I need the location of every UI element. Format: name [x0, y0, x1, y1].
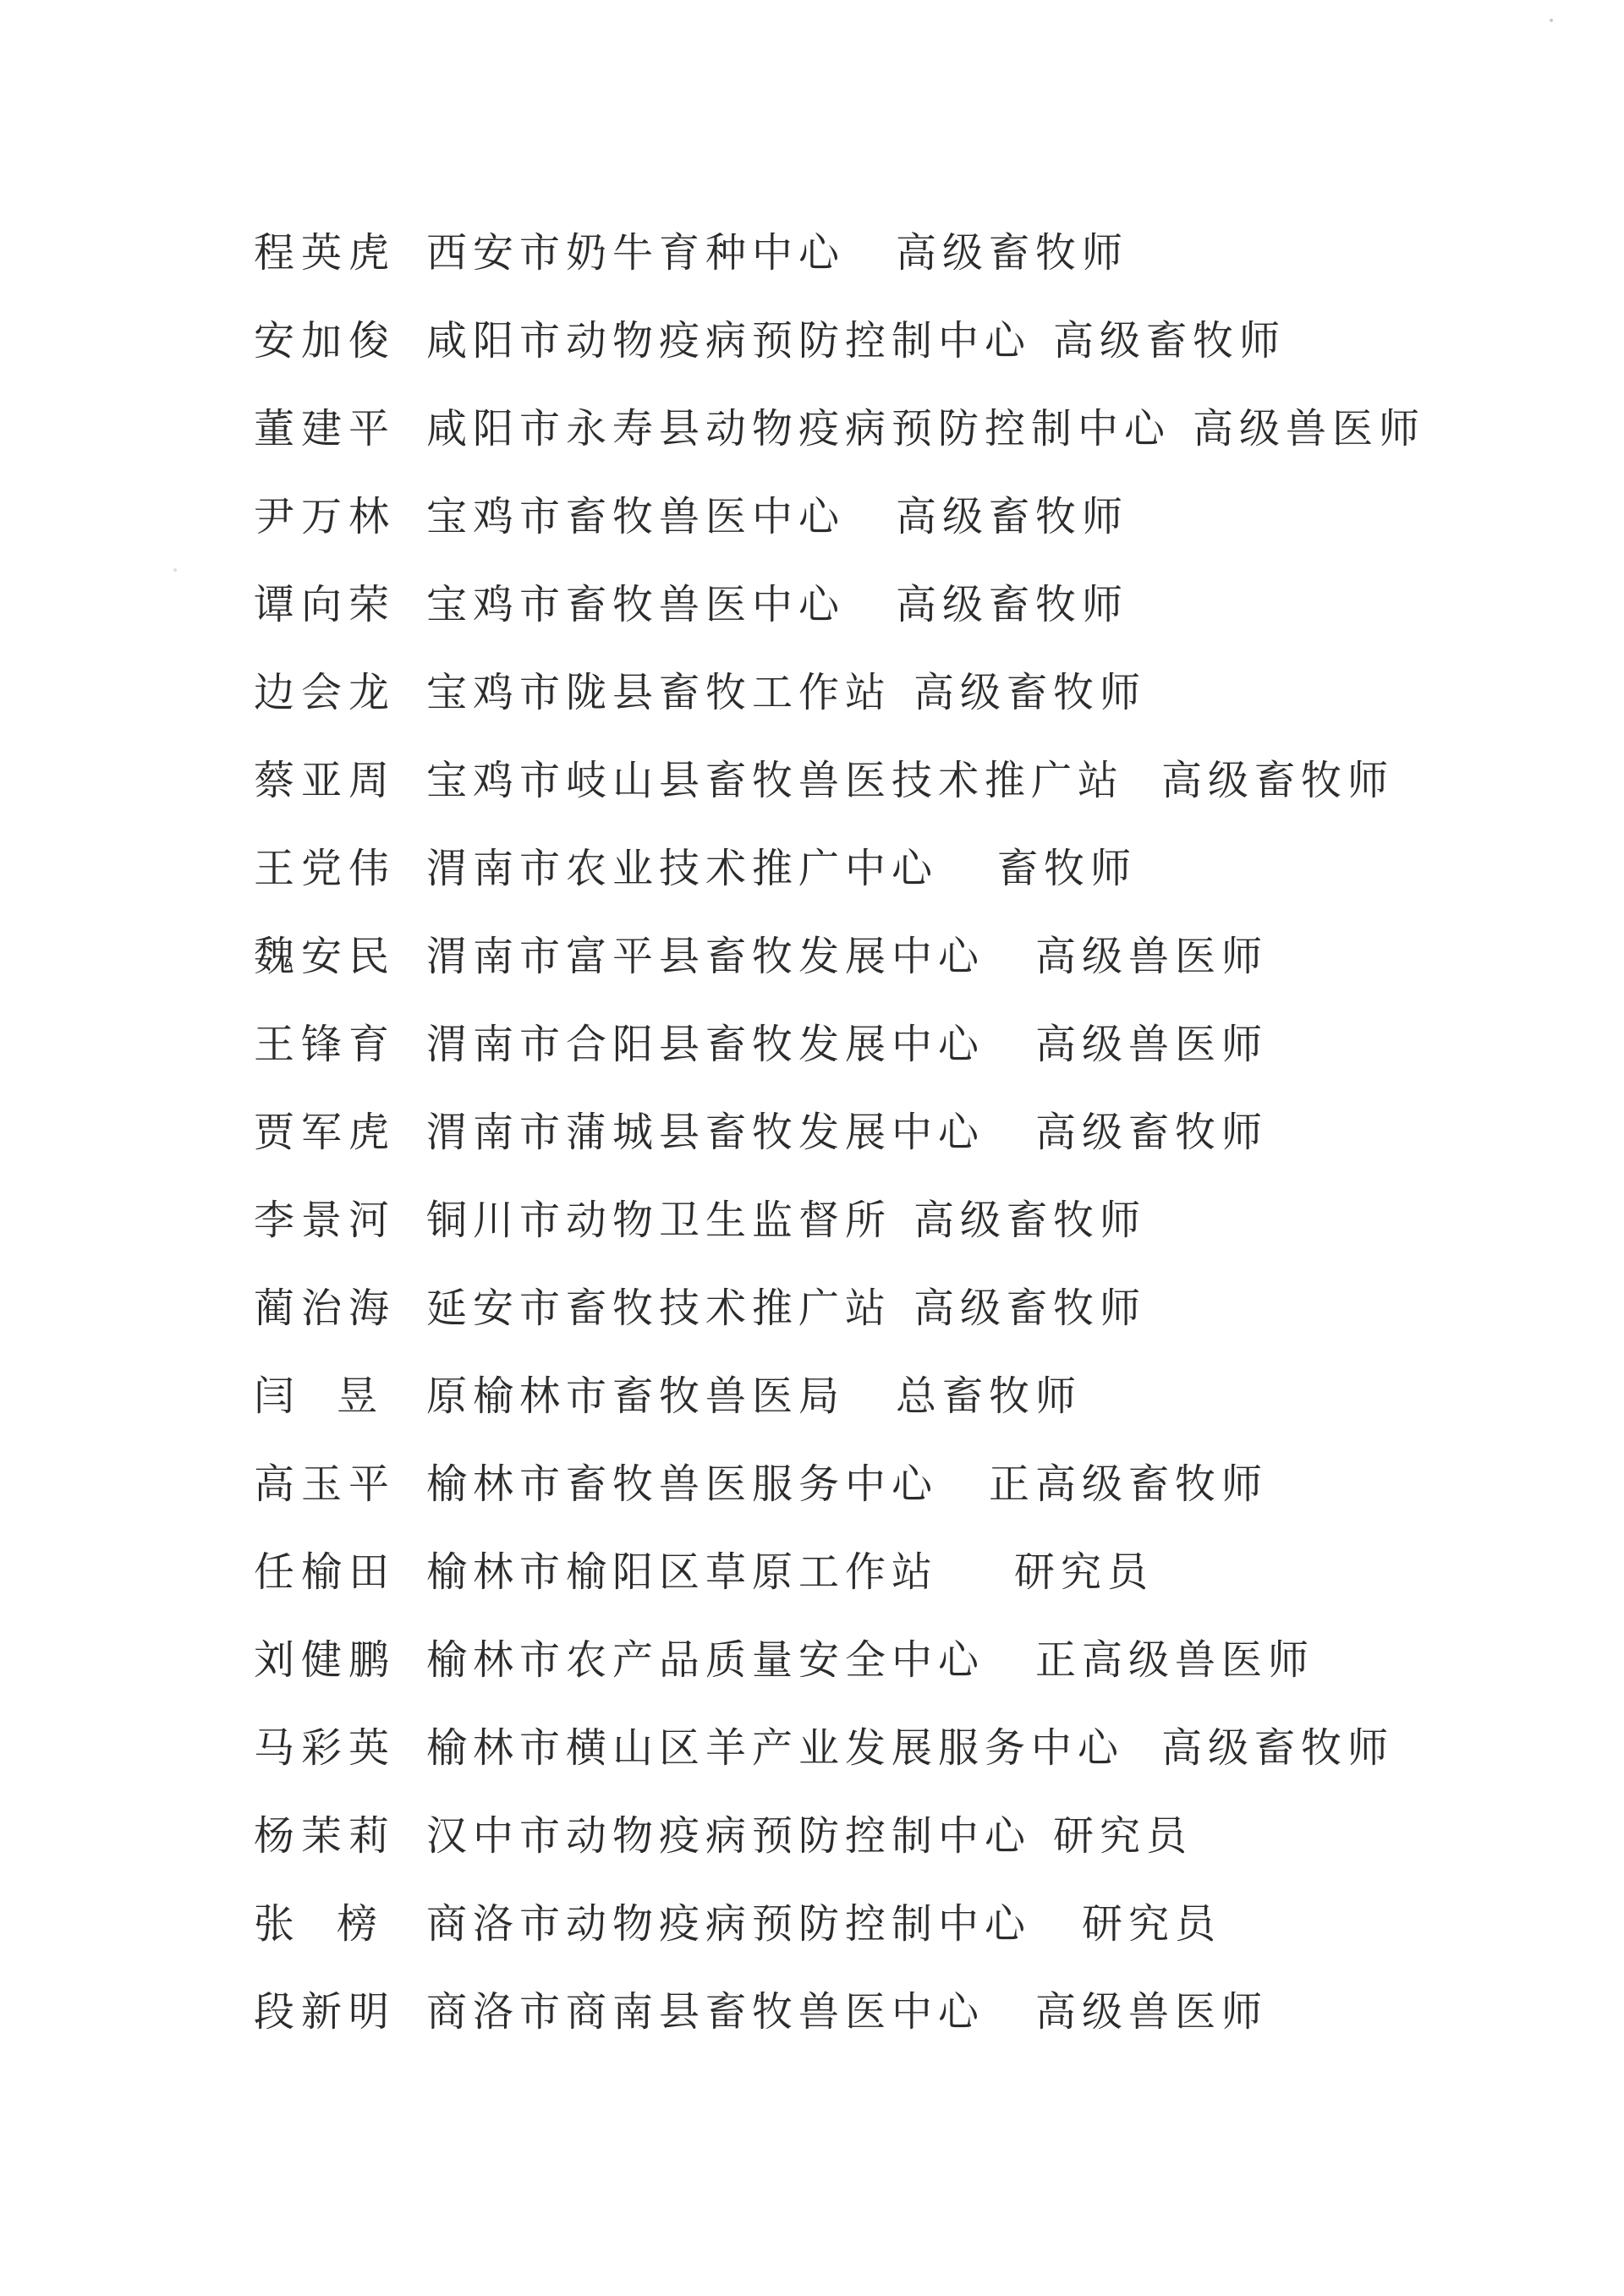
organization: 商洛市动物疫病预防控制中心 — [426, 1900, 1032, 1948]
person-name: 段新明 — [254, 1988, 397, 2036]
list-item — [254, 1264, 1522, 1352]
person-name: 董建平 — [254, 405, 397, 452]
organization: 渭南市富平县畜牧发展中心 — [426, 933, 985, 980]
person-name: 谭向荣 — [254, 581, 397, 628]
person-name: 杨茉莉 — [254, 1812, 397, 1860]
organization: 渭南市农业技术推广中心 — [426, 845, 939, 892]
organization: 西安市奶牛育种中心 — [426, 229, 846, 277]
organization: 宝鸡市畜牧兽医中心 — [426, 493, 846, 540]
list-item — [254, 209, 1522, 297]
professional-title: 正高级畜牧师 — [989, 1460, 1269, 1508]
person-name: 边会龙 — [254, 669, 397, 716]
person-name: 闫昱 — [254, 1373, 420, 1420]
professional-title: 研究员 — [1014, 1548, 1155, 1596]
list-item — [254, 1440, 1522, 1528]
organization: 宝鸡市岐山县畜牧兽医技术推广站 — [426, 757, 1125, 804]
list-item — [254, 561, 1522, 649]
list-item — [254, 1616, 1522, 1704]
professional-title: 高级畜牧师 — [914, 1285, 1147, 1332]
organization: 宝鸡市畜牧兽医中心 — [426, 581, 846, 628]
list-item — [254, 385, 1522, 473]
person-name: 王党伟 — [254, 845, 397, 892]
professional-title: 高级兽医师 — [1193, 405, 1426, 452]
organization: 汉中市动物疫病预防控制中心 — [426, 1812, 1032, 1860]
list-item — [254, 1704, 1522, 1792]
person-name: 程英虎 — [254, 229, 397, 277]
professional-title: 高级兽医师 — [1035, 933, 1269, 980]
organization: 渭南市蒲城县畜牧发展中心 — [426, 1109, 985, 1156]
organization: 咸阳市动物疫病预防控制中心 — [426, 317, 1032, 364]
person-name: 魏安民 — [254, 933, 397, 980]
professional-title: 高级畜牧师 — [896, 493, 1129, 540]
person-name: 尹万林 — [254, 493, 397, 540]
organization: 咸阳市永寿县动物疫病预防控制中心 — [426, 405, 1171, 452]
person-name: 安加俊 — [254, 317, 397, 364]
professional-title: 总畜牧师 — [896, 1373, 1083, 1420]
professional-title: 高级畜牧师 — [1161, 1724, 1395, 1772]
list-item — [254, 473, 1522, 561]
organization: 延安市畜牧技术推广站 — [426, 1285, 892, 1332]
organization: 榆林市农产品质量安全中心 — [426, 1636, 985, 1684]
organization: 原榆林市畜牧兽医局 — [426, 1373, 846, 1420]
list-item — [254, 737, 1522, 825]
list-item — [254, 825, 1522, 912]
list-item — [254, 297, 1522, 385]
person-name: 张榜 — [254, 1900, 420, 1948]
list-item — [254, 1792, 1522, 1880]
list-item — [254, 1968, 1522, 2056]
professional-title: 高级畜牧师 — [914, 669, 1147, 716]
scan-speck — [173, 568, 177, 572]
professional-title: 研究员 — [1082, 1900, 1222, 1948]
list-item — [254, 649, 1522, 737]
person-name: 李景河 — [254, 1197, 397, 1244]
list-item — [254, 1088, 1522, 1176]
organization: 宝鸡市陇县畜牧工作站 — [426, 669, 892, 716]
person-name: 高玉平 — [254, 1460, 397, 1508]
professional-title: 畜牧师 — [997, 845, 1138, 892]
professional-title: 正高级兽医师 — [1035, 1636, 1315, 1684]
organization: 榆林市畜牧兽医服务中心 — [426, 1460, 939, 1508]
list-item — [254, 1176, 1522, 1264]
professional-title: 高级畜牧师 — [1053, 317, 1287, 364]
personnel-list — [254, 209, 1522, 2056]
list-item — [254, 1352, 1522, 1440]
professional-title: 高级畜牧师 — [1035, 1109, 1269, 1156]
person-name: 马彩英 — [254, 1724, 397, 1772]
professional-title: 高级兽医师 — [1035, 1021, 1269, 1068]
person-name: 王锋育 — [254, 1021, 397, 1068]
person-name: 蔡亚周 — [254, 757, 397, 804]
person-name: 任榆田 — [254, 1548, 397, 1596]
professional-title: 研究员 — [1053, 1812, 1193, 1860]
list-item — [254, 1000, 1522, 1088]
organization: 铜川市动物卫生监督所 — [426, 1197, 892, 1244]
list-item — [254, 1880, 1522, 1968]
professional-title: 高级畜牧师 — [1161, 757, 1395, 804]
person-name: 刘健鹏 — [254, 1636, 397, 1684]
organization: 渭南市合阳县畜牧发展中心 — [426, 1021, 985, 1068]
person-name: 贾军虎 — [254, 1109, 397, 1156]
organization: 榆林市榆阳区草原工作站 — [426, 1548, 939, 1596]
organization: 商洛市商南县畜牧兽医中心 — [426, 1988, 985, 2036]
professional-title: 高级畜牧师 — [896, 229, 1129, 277]
organization: 榆林市横山区羊产业发展服务中心 — [426, 1724, 1125, 1772]
list-item — [254, 912, 1522, 1000]
scan-speck — [1550, 19, 1553, 22]
professional-title: 高级兽医师 — [1035, 1988, 1269, 2036]
person-name: 蔺治海 — [254, 1285, 397, 1332]
list-item — [254, 1528, 1522, 1616]
professional-title: 高级畜牧师 — [914, 1197, 1147, 1244]
professional-title: 高级畜牧师 — [896, 581, 1129, 628]
